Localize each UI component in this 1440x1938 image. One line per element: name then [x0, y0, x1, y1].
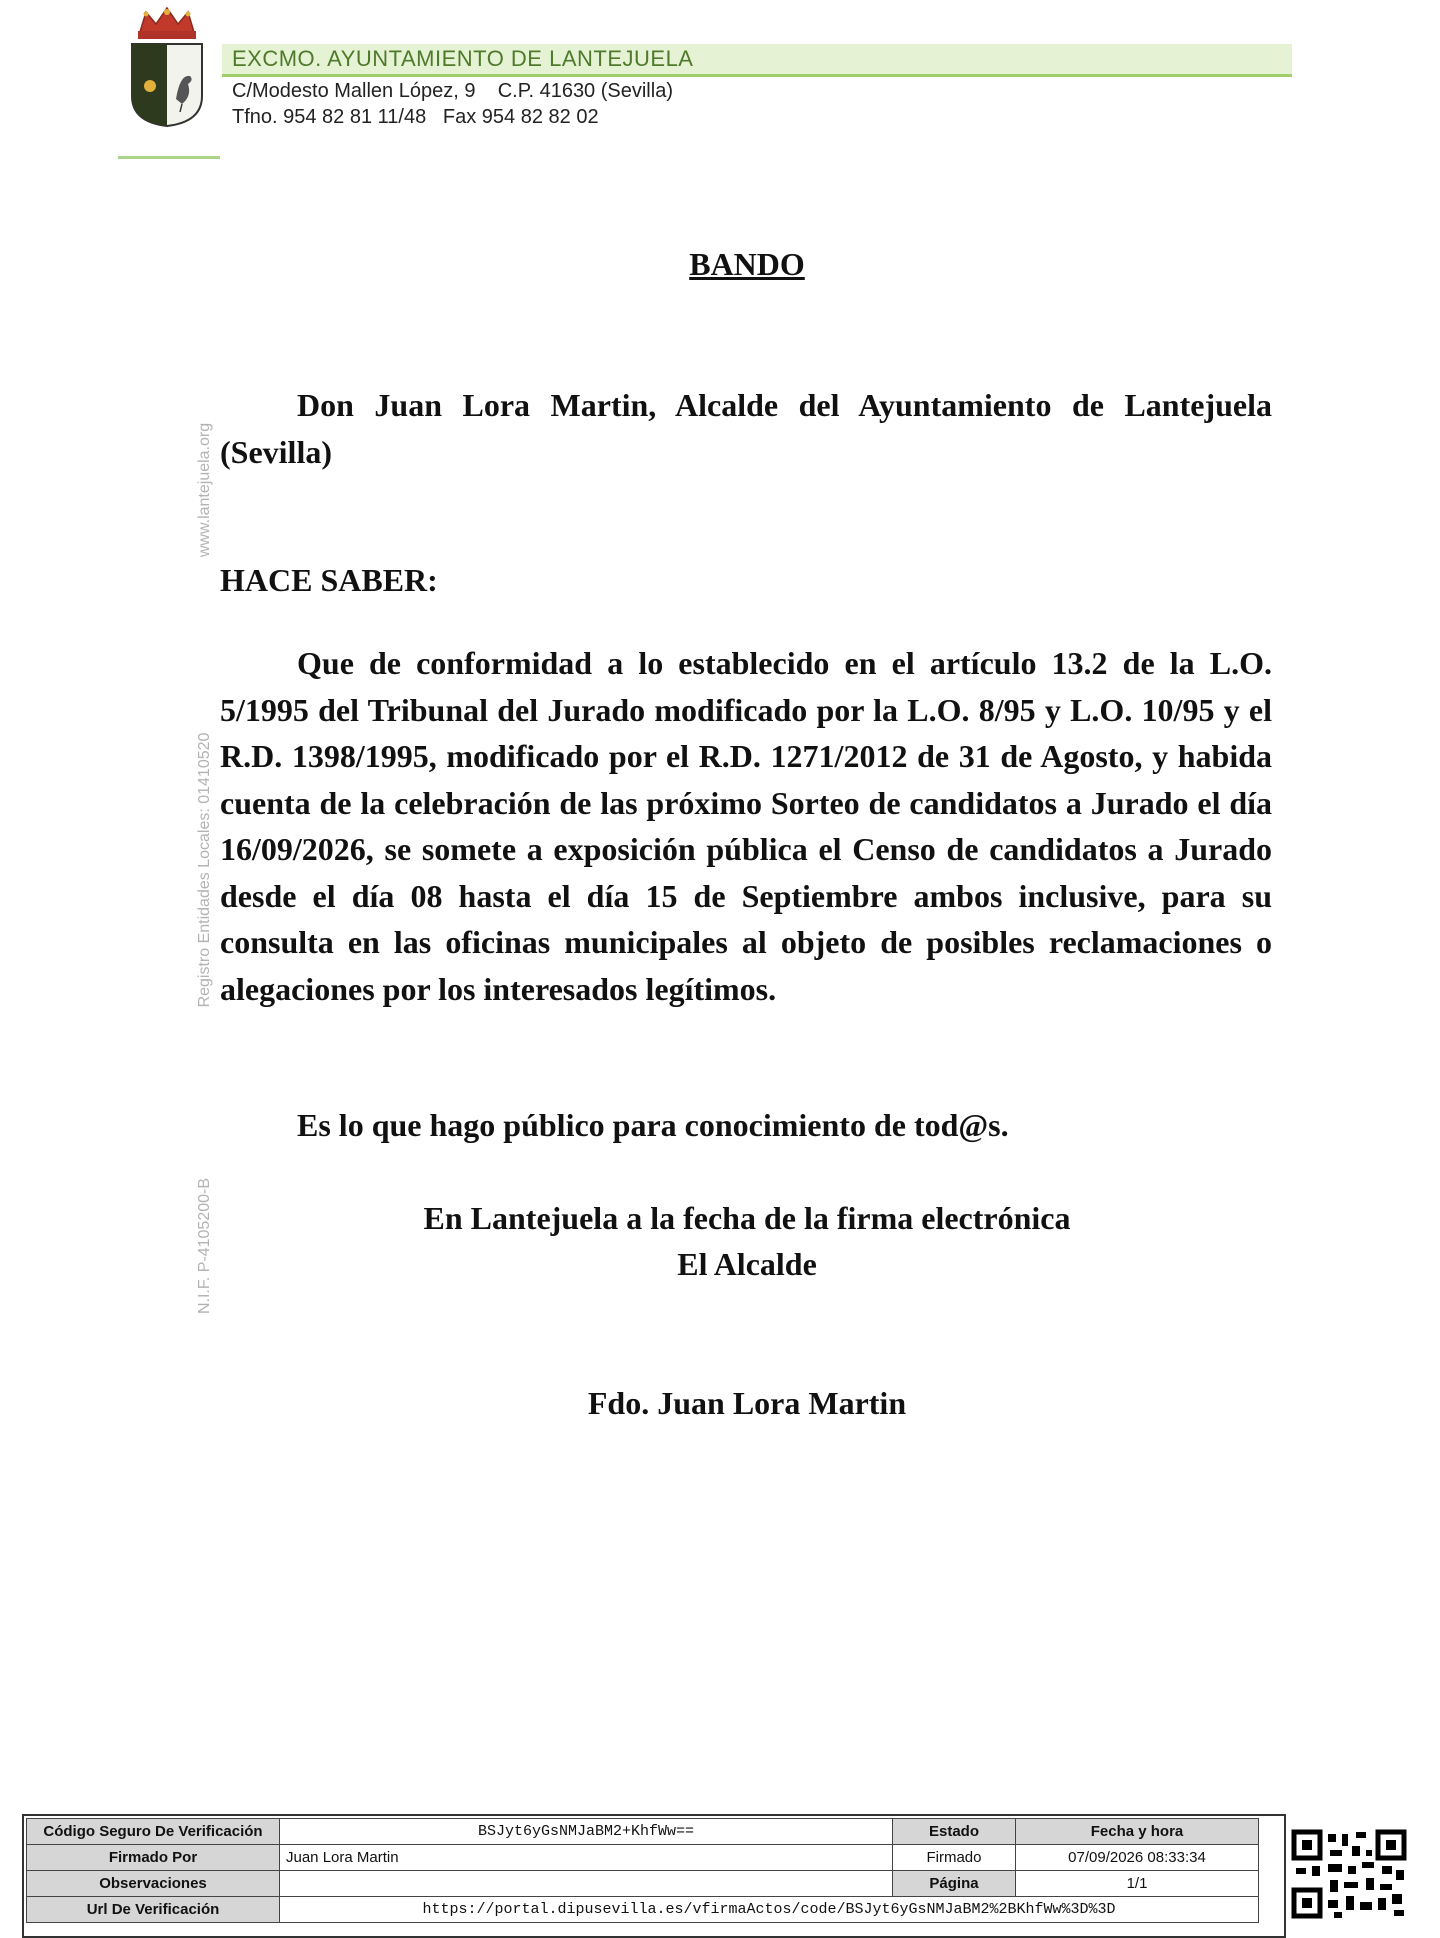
- signer-name: Fdo. Juan Lora Martin: [587, 1385, 907, 1421]
- header-divider: [118, 156, 220, 159]
- signed-by-value: Juan Lora Martin: [280, 1845, 893, 1871]
- qr-code-icon[interactable]: [1290, 1828, 1410, 1920]
- verification-url-link[interactable]: https://portal.dipusevilla.es/vfirmaActos/code/BSJyt6yGsNMJaBM2%2BKhfWw%3D%3D: [280, 1897, 1259, 1923]
- intro-paragraph: Don Juan Lora Martin, Alcalde del Ayuntamiento de Lantejuela (Sevilla): [220, 387, 1272, 470]
- table-row: [27, 1871, 1259, 1897]
- document-title: BANDO: [689, 246, 805, 282]
- table-row: [27, 1845, 1259, 1871]
- signer-role: El Alcalde: [677, 1246, 817, 1282]
- table-row: [27, 1819, 1259, 1845]
- page-value: 1/1: [1016, 1871, 1259, 1897]
- page-label: Página: [893, 1871, 1016, 1897]
- verification-table: [26, 1818, 1259, 1923]
- side-nif-text: N.I.F. P-4105200-B: [196, 1177, 213, 1315]
- main-paragraph: Que de conformidad a lo establecido en el artículo 13.2 de la L.O. 5/1995 del Tribunal del Jurado modificado por la L.O. 8/95 y L.O. 10/95 y el R.D. 1398/1995, modificado por el R.D. 1271/2012 de 31 de Agosto, y habida cuenta de la celebración de las próximo Sorteo de candidatos a Jurado el día 16/09/2026, se somete a exposición pública el Censo de candidatos a Jurado desde el día 08 hasta el día 15 de Septiembre ambos inclusive, para su consulta en las oficinas municipales al objeto de posibles reclamaciones o alegaciones por los interesados legítimos.: [220, 645, 1272, 1007]
- side-website-text: www.lantejuela.org: [196, 422, 213, 558]
- organization-phone: Tfno. 954 82 81 11/48 Fax 954 82 82 02: [232, 106, 599, 128]
- side-registry-text: Registro Entidades Locales: 01410520: [196, 732, 213, 1008]
- observations-value: [280, 1871, 893, 1897]
- datetime-value: 07/09/2026 08:33:34: [1016, 1845, 1259, 1871]
- state-label: Estado: [893, 1819, 1016, 1845]
- url-label: Url De Verificación: [27, 1897, 280, 1923]
- organization-name: EXCMO. AYUNTAMIENTO DE LANTEJUELA: [232, 46, 694, 71]
- public-notice-line: Es lo que hago público para conocimiento de tod@s.: [297, 1107, 1009, 1143]
- place-date-line: En Lantejuela a la fecha de la firma electrónica: [423, 1200, 1071, 1236]
- observations-label: Observaciones: [27, 1871, 280, 1897]
- coat-of-arms-icon: [128, 4, 206, 129]
- table-row: [27, 1897, 1259, 1923]
- code-label: Código Seguro De Verificación: [27, 1819, 280, 1845]
- code-value: BSJyt6yGsNMJaBM2+KhfWw==: [280, 1819, 893, 1845]
- state-value: Firmado: [893, 1845, 1016, 1871]
- datetime-label: Fecha y hora: [1016, 1819, 1259, 1845]
- hace-saber-heading: HACE SABER:: [220, 562, 438, 598]
- signed-by-label: Firmado Por: [27, 1845, 280, 1871]
- organization-address: C/Modesto Mallen López, 9 C.P. 41630 (Sevilla): [232, 80, 673, 102]
